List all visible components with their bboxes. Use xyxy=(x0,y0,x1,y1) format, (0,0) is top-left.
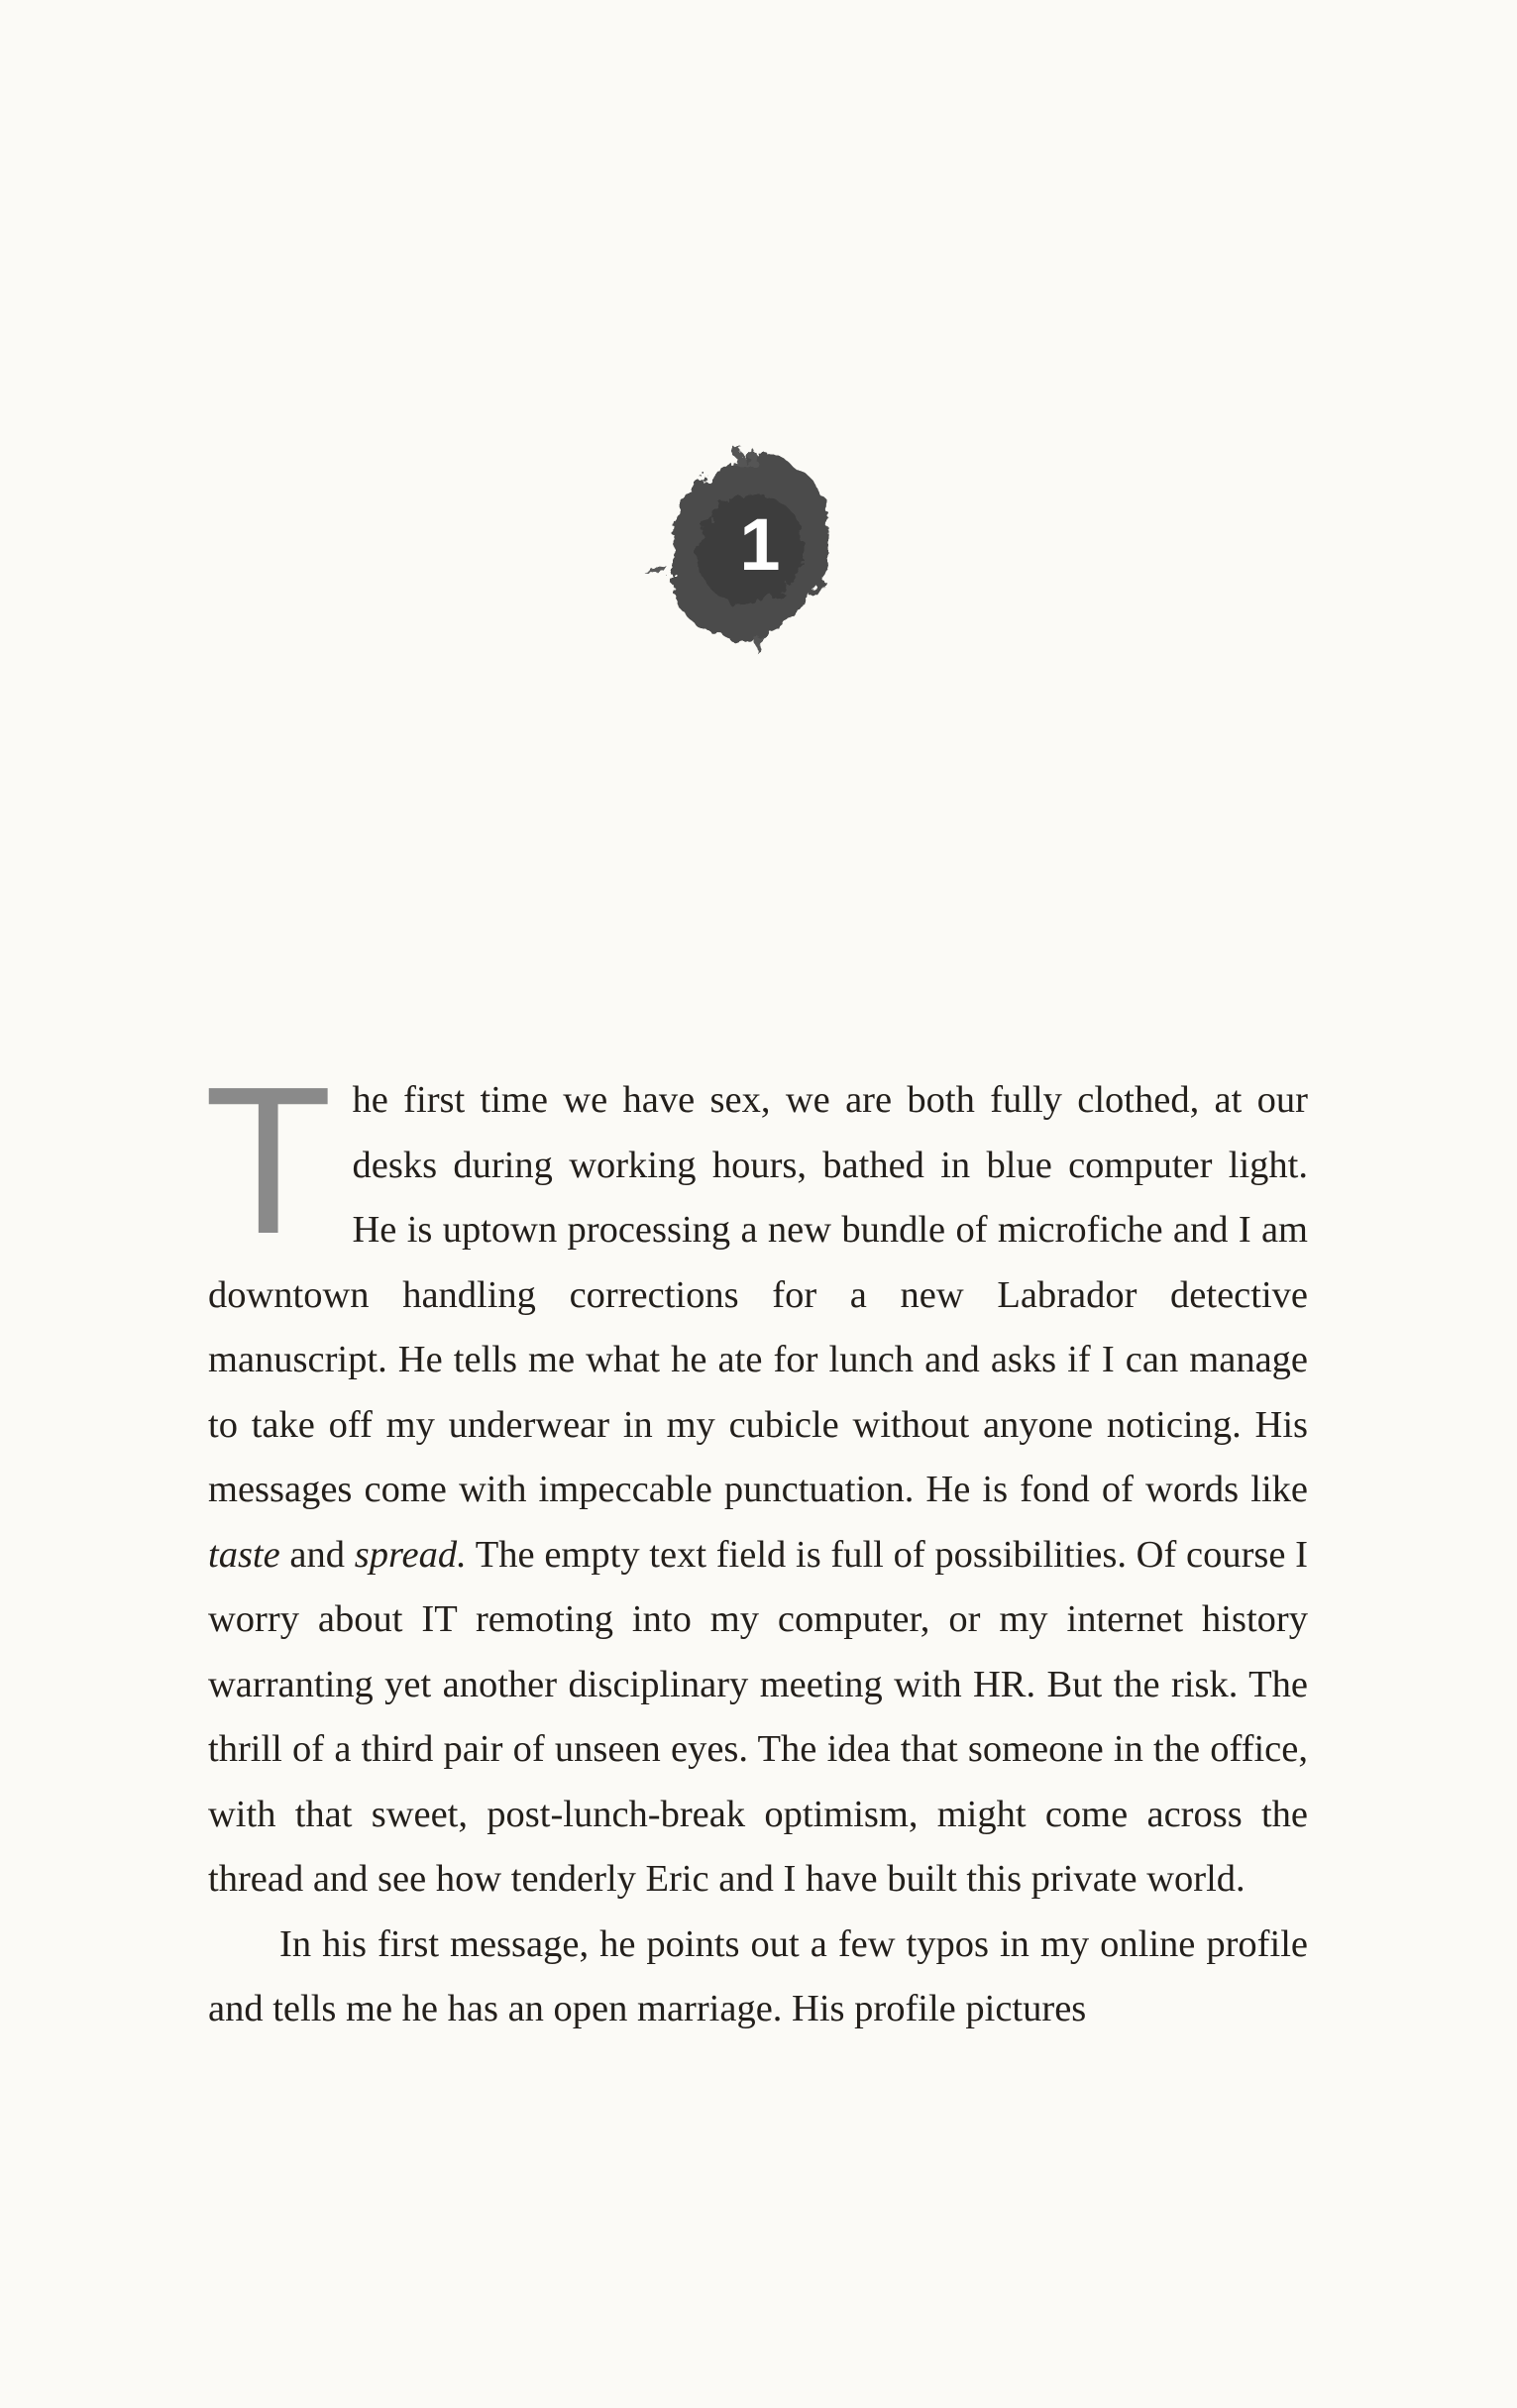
emphasis-taste: taste xyxy=(208,1533,280,1576)
body-text xyxy=(204,1042,1309,2042)
drop-cap: T xyxy=(204,1042,333,1277)
chapter-number: 1 xyxy=(739,503,781,586)
paragraph-text: The empty text field is full of possibilities. Of course I worry about IT remoting into my computer, or my internet history warranting yet another disciplinary meeting with HR. But the risk. The thrill of a third pair of unseen eyes. The idea that someone in the office, with that sweet, post-lunch-break optimism, might come across the thread and see how tenderly Eric and I have built this private world. xyxy=(208,1533,1309,1900)
paragraph xyxy=(204,1042,1309,1913)
chapter-heading xyxy=(604,406,882,684)
paragraph-text: he first time we have sex, we are both fully clothed, at our desks during working hours, bathed in blue computer light. He is uptown processing a new bundle of microfiche and I am downtown handling corrections for a new Labrador detective manuscript. He tells me what he ate for lunch and asks if I can manage to take off my underwear in my cubicle without anyone noticing. His messages come with impeccable punctuation. He is fond of words like xyxy=(208,1079,1308,1510)
emphasis-spread: spread. xyxy=(354,1533,467,1576)
paragraph: In his first message, he points out a few typos in my online profile and tells me he has an open marriage. His profile pictures xyxy=(208,1922,1308,2029)
paragraph-text: and xyxy=(279,1533,355,1576)
